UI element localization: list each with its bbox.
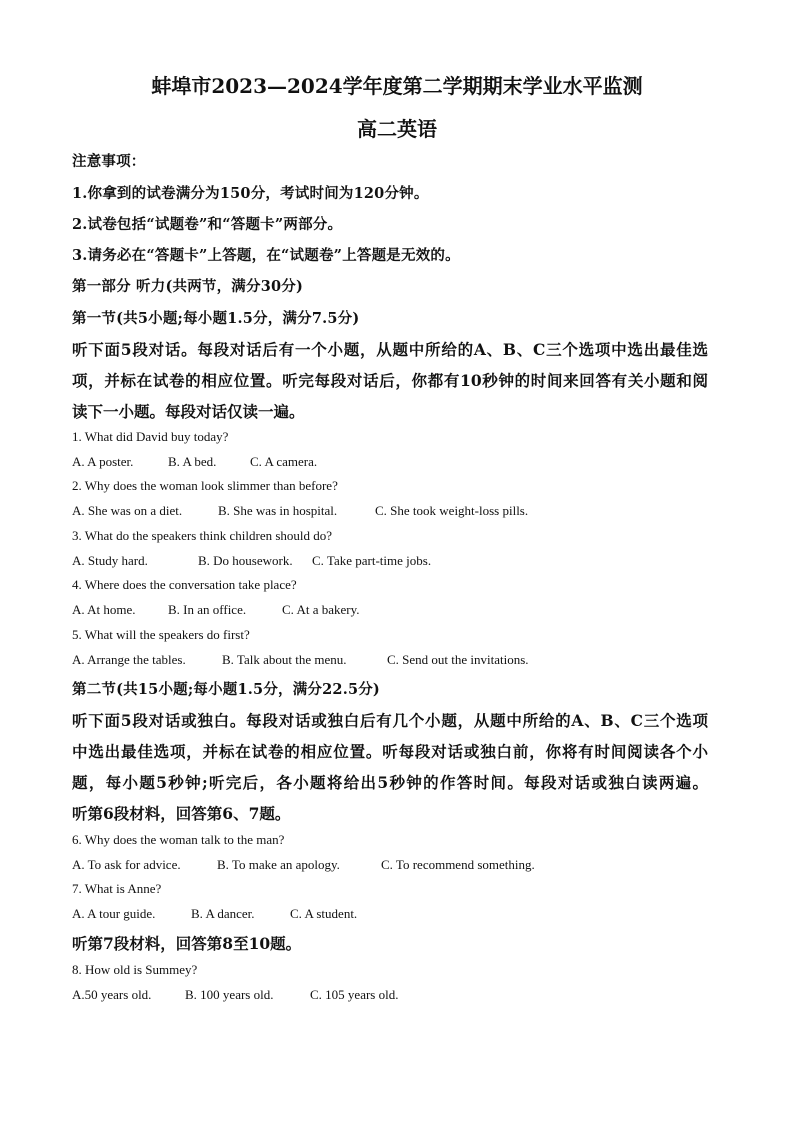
option-c[interactable]: C. A student. <box>290 906 358 921</box>
option-b[interactable]: B. Do housework. <box>198 553 293 568</box>
section1-instruction-line: 读下一小题。每段对话仅读一遍。 <box>72 402 305 421</box>
option-c[interactable]: C. Take part-time jobs. <box>312 553 432 568</box>
question-options <box>72 857 722 873</box>
question-options <box>72 454 722 470</box>
option-c[interactable]: C. 105 years old. <box>310 987 399 1002</box>
material-heading: 听第6段材料，回答第6、7题。 <box>72 804 291 823</box>
material-heading: 听第7段材料，回答第8至10题。 <box>72 934 302 953</box>
question-stem: 1. What did David buy today? <box>72 429 229 444</box>
part1-heading: 第一部分 听力(共两节，满分30分) <box>72 278 304 295</box>
question-stem: 8. How old is Summey? <box>72 962 198 977</box>
option-b[interactable]: B. 100 years old. <box>185 987 274 1002</box>
question-stem: 6. Why does the woman talk to the man? <box>72 832 285 847</box>
option-b[interactable]: B. In an office. <box>168 602 247 617</box>
question-stem: 5. What will the speakers do first? <box>72 627 250 642</box>
question-stem: 4. Where does the conversation take place? <box>72 577 297 592</box>
question-options <box>72 503 722 519</box>
section2-instruction-line: 中选出最佳选项，并标在试卷的相应位置。听每段对话或独白前，你将有时间阅读各个小 <box>72 742 708 761</box>
option-a[interactable]: A. A tour guide. <box>72 906 156 921</box>
option-c[interactable]: C. Send out the invitations. <box>387 652 529 667</box>
exam-subject: 高二英语 <box>357 117 437 141</box>
option-a[interactable]: A.50 years old. <box>72 987 152 1002</box>
section1-heading: 第一节(共5小题;每小题1.5分，满分7.5分) <box>72 310 360 327</box>
option-b[interactable]: B. Talk about the menu. <box>222 652 347 667</box>
notice-heading: 注意事项： <box>72 153 146 170</box>
option-c[interactable]: C. A camera. <box>250 454 318 469</box>
question-options <box>72 602 722 618</box>
section2-instruction-line: 题，每小题5秒钟;听完后，各小题将给出5秒钟的作答时间。每段对话或独白读两遍。 <box>72 773 708 792</box>
option-a[interactable]: A. To ask for advice. <box>72 857 181 872</box>
option-b[interactable]: B. A bed. <box>168 454 217 469</box>
option-b[interactable]: B. To make an apology. <box>217 857 340 872</box>
option-a[interactable]: A. Arrange the tables. <box>72 652 186 667</box>
notice-item-2: 2.试卷包括“试题卷”和“答题卡”两部分。 <box>72 216 343 233</box>
section2-instruction-line: 听下面5段对话或独白。每段对话或独白后有几个小题，从题中所给的A、B、C三个选项 <box>72 711 708 730</box>
section1-instruction-line: 项，并标在试卷的相应位置。听完每段对话后，你都有10秒钟的时间来回答有关小题和阅 <box>72 371 708 390</box>
section1-instruction-line: 听下面5段对话。每段对话后有一个小题，从题中所给的A、B、C三个选项中选出最佳选 <box>72 340 708 359</box>
question-stem: 7. What is Anne? <box>72 881 162 896</box>
exam-title: 蚌埠市2023—2024学年度第二学期期末学业水平监测 <box>151 74 643 98</box>
option-c[interactable]: C. At a bakery. <box>282 602 360 617</box>
question-stem: 3. What do the speakers think children should do? <box>72 528 333 543</box>
option-a[interactable]: A. She was on a diet. <box>72 503 183 518</box>
option-a[interactable]: A. Study hard. <box>72 553 148 568</box>
notice-item-1: 1.你拿到的试卷满分为150分，考试时间为120分钟。 <box>72 185 429 202</box>
option-a[interactable]: A. At home. <box>72 602 136 617</box>
question-stem: 2. Why does the woman look slimmer than before? <box>72 478 338 493</box>
section2-heading: 第二节(共15小题;每小题1.5分，满分22.5分) <box>72 681 380 698</box>
option-c[interactable]: C. To recommend something. <box>381 857 535 872</box>
option-a[interactable]: A. A poster. <box>72 454 134 469</box>
question-options <box>72 553 722 569</box>
option-b[interactable]: B. She was in hospital. <box>218 503 338 518</box>
question-options <box>72 652 722 668</box>
question-options <box>72 987 722 1003</box>
option-b[interactable]: B. A dancer. <box>191 906 255 921</box>
notice-item-3: 3.请务必在“答题卡”上答题，在“试题卷”上答题是无效的。 <box>72 247 460 264</box>
question-options <box>72 906 722 922</box>
option-c[interactable]: C. She took weight-loss pills. <box>375 503 529 518</box>
